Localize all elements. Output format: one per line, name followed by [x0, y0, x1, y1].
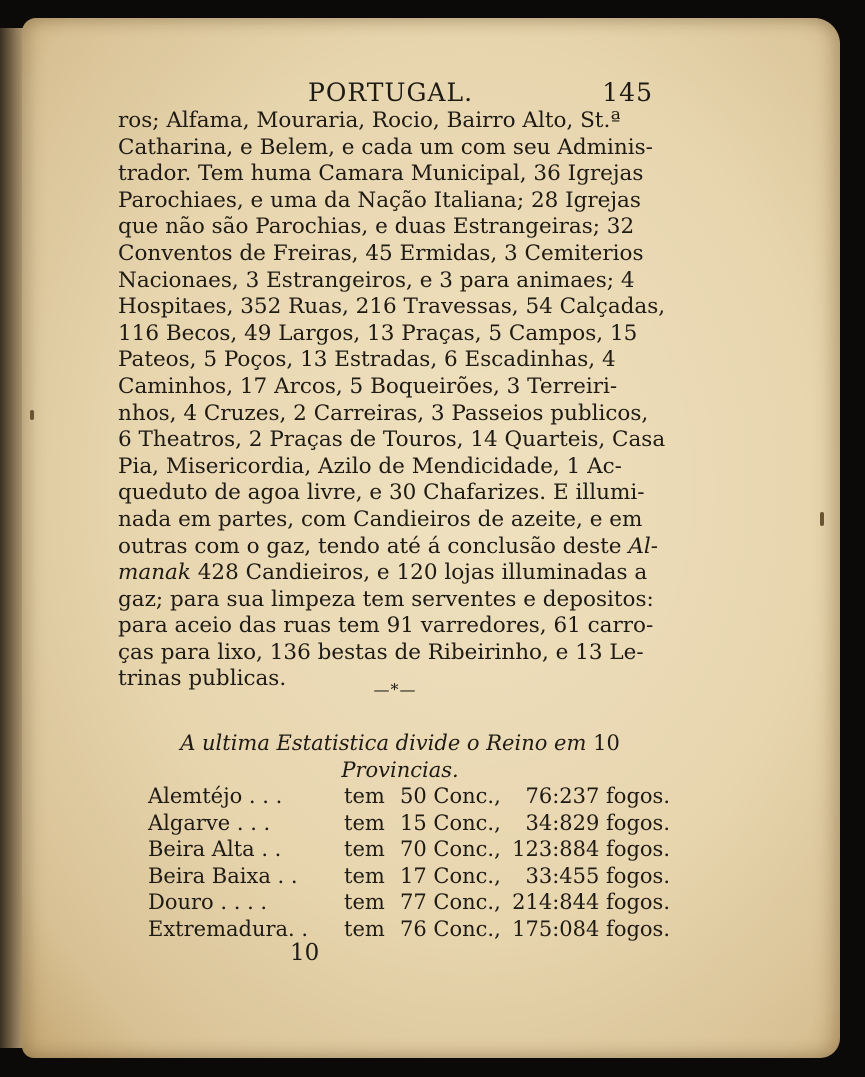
- province-name: Beira Baixa . .: [148, 863, 298, 888]
- text-line: Catharina, e Belem, e cada um com seu Adminis-: [118, 134, 653, 160]
- verb: tem: [344, 916, 385, 941]
- table-row: [148, 917, 670, 944]
- italic-word: Al-: [628, 533, 659, 559]
- fogos: 34:829 fogos.: [525, 810, 670, 835]
- table-row: [148, 784, 670, 811]
- text-line: Parochiaes, e uma da Nação Italiana; 28 Igrejas: [118, 187, 641, 213]
- text-line: nada em partes, com Candieiros de azeite, e em: [118, 506, 643, 532]
- concelhos: 76 Conc.,: [400, 916, 501, 941]
- running-title: PORTUGAL.: [308, 78, 474, 107]
- text-line: 6 Theatros, 2 Praças de Touros, 14 Quarteis, Casa: [118, 427, 666, 453]
- text-line: [118, 560, 670, 587]
- text-line: Pateos, 5 Poços, 13 Estradas, 6 Escadinhas, 4: [118, 347, 616, 373]
- table-title-line: Provincias.: [341, 758, 459, 782]
- text-line: queduto de agoa livre, e 30 Chafarizes. E illumi-: [118, 480, 645, 506]
- text-line: Conventos de Freiras, 45 Ermidas, 3 Cemiterios: [118, 240, 644, 266]
- table-title-text: A ultima Estatistica divide o Reino em: [180, 731, 587, 755]
- concelhos: 50 Conc.,: [400, 784, 501, 808]
- fogos: 76:237 fogos.: [525, 784, 670, 808]
- text-line: ros; Alfama, Mouraria, Rocio, Bairro Alto, St.ª: [118, 108, 621, 133]
- text-line: que não são Parochias, e duas Estrangeiras; 32: [118, 214, 635, 240]
- page-stain: [30, 410, 34, 420]
- concelhos: 70 Conc.,: [400, 837, 501, 861]
- text-line: trinas publicas.: [118, 666, 287, 692]
- page-header: [308, 78, 653, 112]
- text-line: nhos, 4 Cruzes, 2 Carreiras, 3 Passeios publicos,: [118, 400, 649, 426]
- table-title-number: 10: [593, 731, 620, 755]
- fogos: 123:884 fogos.: [512, 837, 670, 861]
- text-line: ças para lixo, 136 bestas de Ribeirinho, e 13 Le-: [118, 639, 644, 665]
- text-line: para aceio das ruas tem 91 varredores, 61 carro-: [118, 613, 654, 639]
- page-stain: [820, 512, 824, 526]
- verb: tem: [344, 837, 385, 861]
- verb: tem: [344, 890, 385, 914]
- table-row: [148, 890, 670, 917]
- text-line: 116 Becos, 49 Largos, 13 Praças, 5 Campos, 15: [118, 320, 638, 346]
- text-line: Pia, Misericordia, Azilo de Mendicidade, 1 Ac-: [118, 453, 622, 479]
- fogos: 33:455 fogos.: [525, 863, 670, 888]
- text-line-part: outras com o gaz, tendo até á conclusão deste: [118, 533, 622, 559]
- page-number: 145: [602, 78, 653, 107]
- concelhos: 17 Conc.,: [400, 863, 501, 888]
- body-paragraph: [118, 108, 670, 693]
- section-divider: —*—: [373, 680, 417, 699]
- table-row: [148, 811, 670, 838]
- province-name: Algarve . . .: [148, 810, 271, 835]
- text-line: Nacionaes, 3 Estrangeiros, e 3 para animaes; 4: [118, 267, 635, 293]
- table-title: [140, 730, 660, 784]
- provinces-table: [148, 784, 670, 943]
- text-line: Caminhos, 17 Arcos, 5 Boqueirões, 3 Terreiri-: [118, 373, 618, 399]
- province-name: Alemtéjo . . .: [148, 784, 283, 808]
- province-name: Extremadura. .: [148, 916, 309, 941]
- province-name: Douro . . . .: [148, 890, 268, 914]
- table-title-line: [140, 730, 660, 757]
- concelhos: 15 Conc.,: [400, 810, 501, 835]
- text-line: [118, 534, 670, 561]
- table-row: [148, 864, 670, 891]
- signature-mark: 10: [290, 940, 320, 966]
- text-line: trador. Tem huma Camara Municipal, 36 Igrejas: [118, 161, 644, 187]
- verb: tem: [344, 863, 385, 888]
- fogos: 214:844 fogos.: [512, 890, 670, 914]
- text-line: gaz; para sua limpeza tem serventes e depositos:: [118, 586, 654, 612]
- verb: tem: [344, 810, 385, 835]
- verb: tem: [344, 784, 385, 808]
- fogos: 175:084 fogos.: [512, 916, 670, 941]
- province-name: Beira Alta . .: [148, 837, 282, 861]
- text-line-part: 428 Candieiros, e 120 lojas illuminadas a: [197, 560, 648, 586]
- table-row: [148, 837, 670, 864]
- italic-word: manak: [118, 560, 191, 586]
- text-line: Hospitaes, 352 Ruas, 216 Travessas, 54 Calçadas,: [118, 294, 666, 320]
- concelhos: 77 Conc.,: [400, 890, 501, 914]
